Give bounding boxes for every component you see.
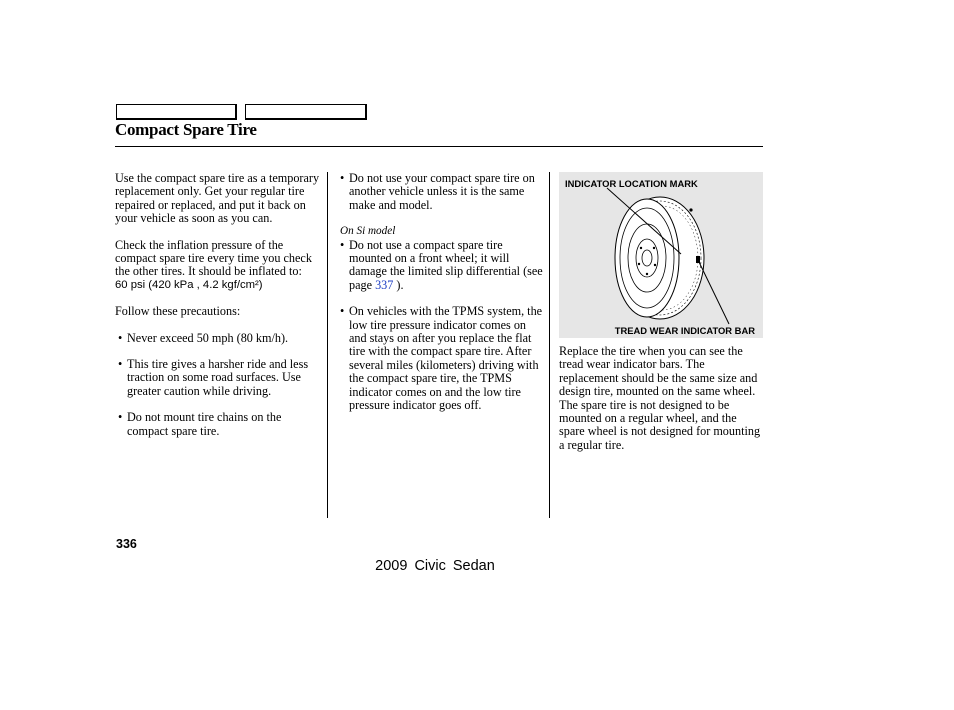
precaution-item: • This tire gives a harsher ride and less traction on some road surfaces. Use greater caution while driving. — [118, 357, 309, 398]
header-tab-2 — [245, 104, 367, 120]
precautions-heading: Follow these precautions: — [115, 304, 241, 319]
precaution-item: • Do not use your compact spare tire on another vehicle unless it is the same make and model. — [340, 171, 535, 212]
page-reference-link[interactable]: 337 — [375, 277, 394, 292]
column-divider-1 — [327, 172, 328, 518]
spare-tire-icon — [559, 172, 763, 338]
precaution-item: • Do not use a compact spare tire mounted on a front wheel; it will damage the limited slip differential (see page 337 ). — [340, 237, 543, 292]
indicator-location-label: INDICATOR LOCATION MARK — [565, 178, 698, 189]
bullet-icon: • — [340, 304, 345, 319]
precaution-item: • Never exceed 50 mph (80 km/h). — [118, 330, 289, 345]
column-divider-2 — [549, 172, 550, 518]
header-tab-1 — [116, 104, 237, 120]
bullet-icon: • — [118, 410, 123, 425]
si-model-note: On Si model — [340, 225, 396, 238]
replacement-paragraph: Replace the tire when you can see the tread wear indicator bars. The replacement should be the same size and design tire, mounted on the same wheel. The spare tire is not designed to be mounted on a regular wheel, and the spare wheel is not designed for mounting a regular tire. — [559, 344, 761, 452]
bullet-icon: • — [118, 357, 123, 372]
tire-illustration — [559, 172, 763, 338]
page-title: Compact Spare Tire — [115, 120, 257, 139]
footer-model: 2009 Civic Sedan — [375, 558, 495, 574]
precaution-item: • On vehicles with the TPMS system, the low tire pressure indicator comes on and stays on after you replace the flat tire with the compact spare tire. After several miles (kilometers) driving with the compact spare tire, the TPMS indicator comes on and the low tire pressure indicator goes off. — [340, 304, 543, 413]
inflation-pressure-value: 60 psi (420 kPa , 4.2 kgf/cm²) — [115, 278, 263, 291]
column-2 — [340, 172, 546, 413]
bullet-icon: • — [118, 330, 123, 345]
inflation-paragraph: Check the inflation pressure of the compact spare tire every time you check the other tires. It should be inflated to: — [115, 237, 312, 279]
bullet-icon: • — [340, 237, 345, 252]
column-3 — [559, 345, 763, 452]
tread-wear-label: TREAD WEAR INDICATOR BAR — [614, 325, 755, 336]
page-number: 336 — [116, 537, 137, 551]
bullet-icon: • — [340, 171, 345, 185]
precaution-item: • Do not mount tire chains on the compact spare tire. — [118, 410, 282, 438]
column-1 — [115, 172, 325, 438]
spare-intro-paragraph: Use the compact spare tire as a temporary replacement only. Get your regular tire repaired or replaced, and put it back on your vehicle as soon as you can. — [115, 171, 320, 226]
title-rule — [115, 146, 763, 147]
